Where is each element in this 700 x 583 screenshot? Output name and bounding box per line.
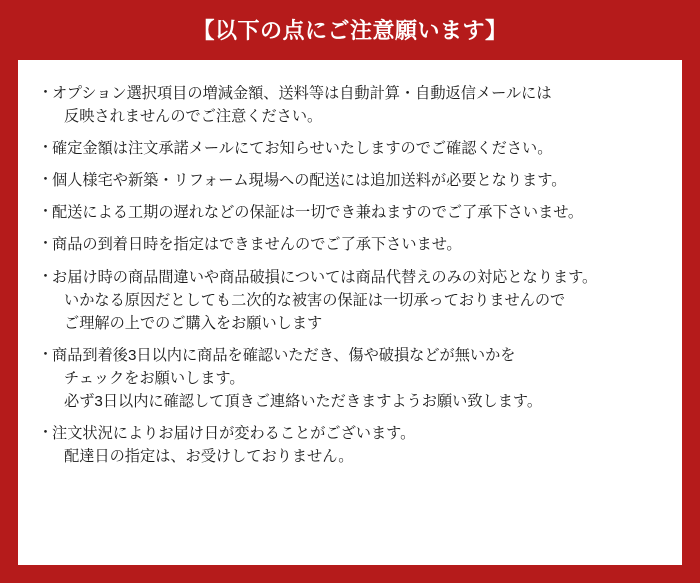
notice-line: 反映されませんのでご注意ください。: [64, 108, 323, 126]
notice-line: 注文状況によりお届け日が変わることがございます。: [52, 425, 416, 443]
notice-list-item: [38, 422, 662, 468]
notice-line: 個人様宅や新築・リフォーム現場への配送には追加送料が必要となります。: [52, 172, 567, 190]
notice-list-item: [38, 169, 662, 192]
notice-list-item: [38, 201, 662, 224]
notice-line: 確定金額は注文承諾メールにてお知らせいたしますのでご確認ください。: [52, 140, 553, 158]
notice-line: 配送による工期の遅れなどの保証は一切でき兼ねますのでご了承下さいませ。: [52, 204, 584, 222]
notice-list: [38, 82, 662, 468]
notice-item-text: [52, 137, 662, 160]
notice-body-panel: [18, 60, 682, 565]
notice-line: オプション選択項目の増減金額、送料等は自動計算・自動返信メールには: [52, 85, 552, 102]
notice-item-text: [52, 266, 662, 335]
notice-line: 必ず3日以内に確認して頂きご連絡いただきますようお願い致します。: [64, 393, 543, 411]
notice-title: 【以下の点にご注意願います】: [192, 18, 508, 43]
notice-line: ご理解の上でのご購入をお願いします: [64, 314, 323, 332]
notice-item-text: [52, 344, 662, 413]
notice-line: お届け時の商品間違いや商品破損については商品代替えのみの対応となります。: [52, 268, 598, 286]
notice-item-text: [52, 82, 662, 128]
bullet-icon: ・: [38, 267, 54, 285]
notice-list-item: [38, 344, 662, 413]
notice-list-item: [38, 82, 662, 128]
bullet-icon: ・: [38, 345, 54, 363]
notice-item-text: [52, 422, 662, 468]
bullet-icon: ・: [38, 235, 54, 253]
bullet-icon: ・: [38, 84, 54, 101]
notice-item-text: [52, 169, 662, 192]
notice-line: 配達日の指定は、お受けしておりません。: [64, 448, 354, 466]
bullet-icon: ・: [38, 203, 54, 221]
notice-line: 商品の到着日時を指定はできませんのでご了承下さいませ。: [52, 236, 462, 254]
notice-line: チェックをお願いします。: [64, 369, 245, 387]
notice-list-item: [38, 137, 662, 160]
notice-item-text: [52, 233, 662, 256]
notice-item-text: [52, 201, 662, 224]
notice-line: 商品到着後3日以内に商品を確認いただき、傷や破損などが無いかを: [52, 346, 516, 364]
bullet-icon: ・: [38, 139, 54, 157]
notice-list-item: [38, 266, 662, 335]
notice-list-item: [38, 233, 662, 256]
bullet-icon: ・: [38, 171, 54, 189]
bullet-icon: ・: [38, 424, 54, 442]
notice-line: いかなる原因だとしても二次的な被害の保証は一切承っておりませんので: [64, 291, 566, 309]
